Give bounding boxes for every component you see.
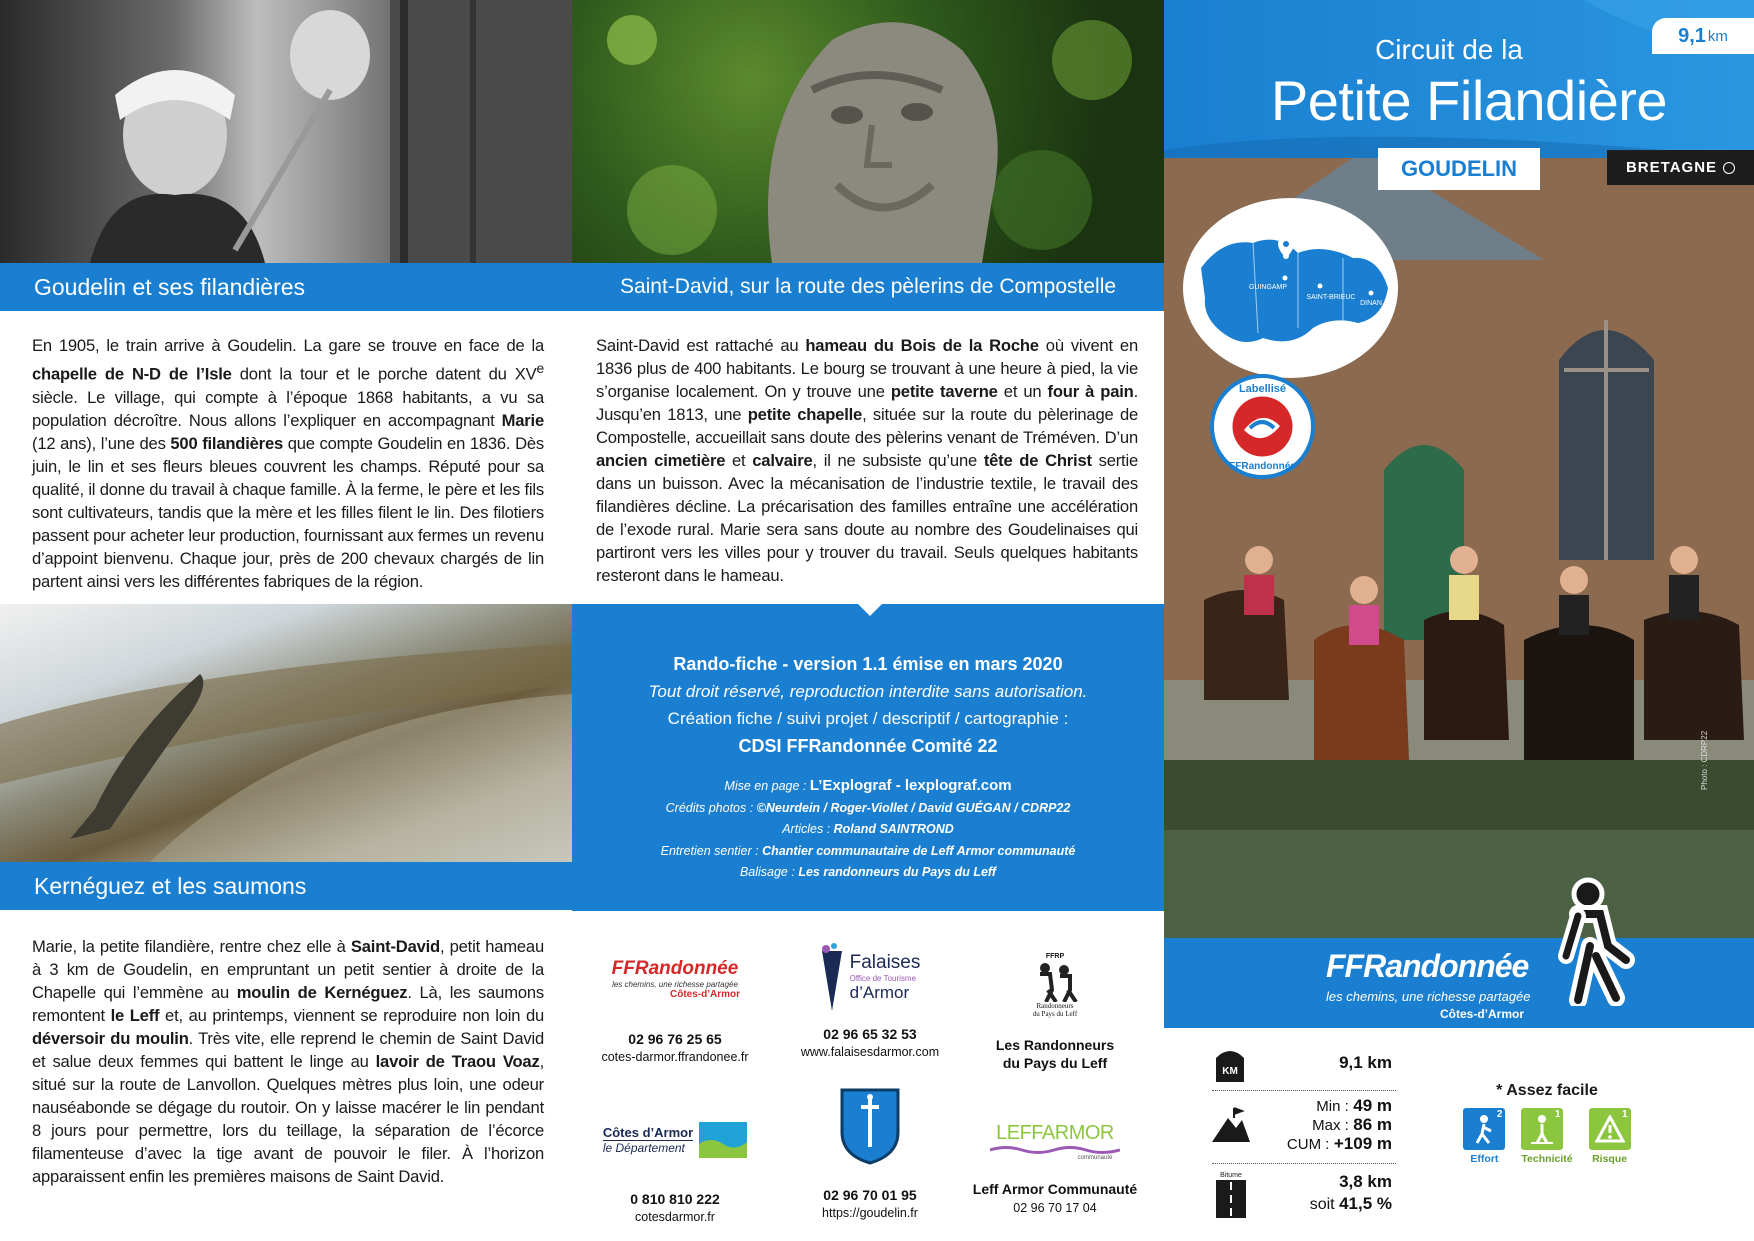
paragraph-saint-david: Saint-David est rattaché au hameau du Bois de la Roche où vivent en 1836 plus de 400 habitants. Le bourg se trouvant à une heure à pied, la vie s’organise localement. On y trouve une petite taverne et un four à pain. Jusqu’en 1813, une petite chapelle, située sur la route du pèlerinage de Compostelle, accueillait sans doute des pèlerins venant de Tréméven. D’un ancien cimetière et calvaire, il ne subsiste qu’une tête de Christ sertie dans un buisson. Avec la mécanisation de l’industrie textile, le travail des filandières décline. La précarisation des familles entraîne une accélération de l’exode rural. Marie sera sans doute au nombre des Goudelinaises qui partiront vers les villes pour y trouver du travail. Seuls quelques habitants resteront dans le hameau. <box>596 336 1139 585</box>
banner-goudelin <box>0 263 572 311</box>
banner-saint-david <box>572 263 1164 311</box>
partner-site[interactable]: cotes-darmor.ffrandonee.fr <box>601 1050 749 1064</box>
photo-filandiere <box>0 0 572 263</box>
partner-phone: 02 96 65 32 53 <box>823 1026 917 1042</box>
partner-site[interactable]: www.falaisesdarmor.com <box>800 1045 940 1059</box>
version-line: Rando-fiche - version 1.1 émise en mars 2020 <box>673 654 1063 674</box>
difficulty-risque: 1 Risque <box>1589 1108 1631 1165</box>
difficulty-effort: 2 Effort <box>1463 1108 1505 1165</box>
badge-label-bottom: FFRandonnée <box>1229 461 1296 472</box>
section-title-goudelin: Goudelin et ses filandières <box>34 273 306 300</box>
map-label-saint-brieuc: SAINT-BRIEUC <box>1306 294 1356 301</box>
photo-saumon <box>0 604 572 862</box>
credit-balisage: Balisage : Les randonneurs du Pays du Leff <box>739 865 997 879</box>
photo-tete-de-christ <box>572 0 1164 263</box>
hiker-icon <box>1538 876 1638 1006</box>
bitume-km: 3,8 km <box>1339 1172 1392 1191</box>
map-label-goudelin: GOUDELIN <box>1253 227 1313 239</box>
risque-warning-icon <box>1595 1115 1625 1143</box>
cover-title-line2: Petite Filandière <box>1270 69 1668 132</box>
partner-cotes-darmor: Côtes d’Armor le Département 0 810 810 222 cotesdarmor.fr <box>585 1115 765 1224</box>
stats-divider <box>1212 1163 1396 1164</box>
map-label-guingamp: GUINGAMP <box>1248 284 1288 291</box>
partner-phone: 02 96 70 17 04 <box>1013 1201 1097 1215</box>
badge-label-top: Labellisé <box>1238 383 1287 395</box>
partner-leff-armor: LEFFARMOR communauté Leff Armor Communauté 02 96 70 17 04 <box>955 1115 1155 1215</box>
cover-title-line1: Circuit de la <box>1375 34 1523 65</box>
elevation-min: Min : 49 m <box>1316 1096 1392 1115</box>
credit-mise-en-page: Mise en page : L’Explograf - lexplograf.com <box>724 777 1012 794</box>
info-block <box>572 604 1164 911</box>
elevation-cum: CUM : +109 m <box>1286 1134 1392 1153</box>
info-notch <box>858 604 882 616</box>
bitume-percent: soit 41,5 % <box>1309 1194 1392 1213</box>
falaises-logo-icon <box>820 943 844 1013</box>
credit-articles: Articles : Roland SAINTROND <box>782 822 954 836</box>
svg-text:Bitume: Bitume <box>1220 1172 1242 1179</box>
svg-text:KM: KM <box>1222 1066 1238 1077</box>
km-icon <box>1212 1044 1248 1084</box>
ffr-cover-band <box>1164 938 1754 1028</box>
distance-tag: 9,1 km <box>1652 18 1754 54</box>
bzh-icon <box>1723 162 1735 174</box>
map-label-dinan: DINAN <box>1360 300 1382 307</box>
partner-goudelin <box>780 1085 960 1220</box>
partner-ffrandonnee-22: FFRandonnée les chemins, une richesse partagée Côtes-d’Armor 02 96 76 25 65 cotes-darmor.ffrandonee.fr <box>585 945 765 1064</box>
leff-armor-wave-icon <box>990 1145 1120 1155</box>
distance-value: 9,1 km <box>1339 1053 1392 1072</box>
credit-photos: Crédits photos : ©Neurdein / Roger-Viollet / David GUÉGAN / CDRP22 <box>665 800 1071 815</box>
partner-phone: 02 96 70 01 95 <box>823 1187 917 1203</box>
elevation-max: Max : 86 m <box>1312 1115 1392 1134</box>
difficulty-title: * Assez facile <box>1496 1082 1598 1099</box>
rights-line: Tout droit réservé, reproduction interdite sans autorisation. <box>648 682 1088 701</box>
difficulty-technicite: 1 Technicité <box>1521 1109 1573 1165</box>
technicite-icon <box>1529 1114 1555 1144</box>
partner-name: du Pays du Leff <box>1002 1055 1108 1071</box>
paragraph-goudelin: En 1905, le train arrive à Goudelin. La gare se trouve en face de la chapelle de N-D de l’Isle dont la tour et le porche datent du XVe siècle. Le village, qui compte à l’époque 1868 habitants, a vu sa population décroître. Nous allons l’expliquer en accompagnant Marie (12 ans), l’une des 500 filandières que compte Goudelin en 1836. Dès juin, le lin et ses fleurs bleues couvrent les champs. Réputé pour sa qualité, il donne du travail à chaque famille. À la ferme, le père et les fils sont cultivateurs, tandis que la mère et les filles filent le lin. Des filotiers passent pour acheter leur production, fournissant aux fermes un revenu d’appoint bienvenu. Chaque jour, près de 200 chevaux chargés de lin partent ainsi vers les différentes fabriques de la région. <box>32 336 544 591</box>
section-title-saint-david: Saint-David, sur la route des pèlerins de Compostelle <box>619 275 1117 298</box>
ffr-region: Côtes-d’Armor <box>1440 1007 1525 1021</box>
paragraph-kerneguez: Marie, la petite filandière, rentre chez elle à Saint-David, petit hameau à 3 km de Goudelin, en empruntant un petit sentier à droite de la Chapelle qui l’emmène au moulin de Kernéguez. Là, les saumons remontent le Leff et, au printemps, viennent se reproduire non loin du déversoir du moulin. Très vite, elle reprend le chemin de Saint David et salue deux femmes qui battent le linge au lavoir de Traou Voaz, situé sur la route de Lanvollon. Quelques mètres plus loin, une odeur nauséabonde se dégage du routoir. On y laisse macérer le lin pendant 8 jours pour permettre, lors du teillage, la séparation de l’écorce filamenteuse d’avec la tige avant de pouvoir le filer. À l’horizon apparaissent enfin les premières maisons de Saint David. <box>32 937 545 1186</box>
partner-name: Leff Armor Communauté <box>972 1181 1138 1197</box>
road-icon <box>1214 1170 1248 1220</box>
credit-entretien: Entretien sentier : Chantier communautaire de Leff Armor communauté <box>660 843 1076 858</box>
creation-line: Création fiche / suivi projet / descriptif / cartographie : <box>667 709 1069 728</box>
stats-panel <box>1200 1038 1400 1238</box>
difficulty-panel <box>1452 1082 1642 1165</box>
departement-logo-icon <box>699 1122 747 1158</box>
partner-phone: 02 96 76 25 65 <box>628 1031 722 1047</box>
goudelin-crest-icon <box>839 1087 901 1165</box>
elevation-icon <box>1210 1104 1252 1144</box>
photo-credit-vertical: Photo : CDRP22 <box>1700 730 1709 790</box>
partner-randonneurs-leff: FFRP Randonneurs du Pays du Leff Les Randonneurs du Pays du Leff <box>965 945 1145 1071</box>
effort-icon <box>1471 1114 1497 1144</box>
org-line: CDSI FFRandonnée Comité 22 <box>738 736 998 756</box>
stats-divider <box>1212 1090 1396 1091</box>
ffr-tagline: les chemins, une richesse partagée <box>1326 989 1531 1004</box>
location-map <box>1183 198 1398 378</box>
partner-name: Les Randonneurs <box>995 1037 1115 1053</box>
banner-kerneguez <box>0 862 572 910</box>
partner-falaises-darmor: Falaises Office de Tourisme d’Armor 02 96 65 32 53 www.falaisesdarmor.com <box>780 940 960 1059</box>
partner-site[interactable]: https://goudelin.fr <box>822 1206 918 1220</box>
section-title-kerneguez: Kernéguez et les saumons <box>34 872 307 899</box>
town-badge: GOUDELIN <box>1378 148 1540 190</box>
partner-phone: 0 810 810 222 <box>630 1191 720 1207</box>
bretagne-brand: BRETAGNE <box>1607 150 1754 185</box>
labellise-badge <box>1210 374 1315 479</box>
hikers-logo-icon <box>1030 960 1080 1002</box>
ffr-logo: FFRandonnée <box>1326 948 1529 984</box>
ffr-logo-small: FFRandonnée <box>611 958 739 979</box>
partner-site[interactable]: cotesdarmor.fr <box>635 1210 715 1224</box>
